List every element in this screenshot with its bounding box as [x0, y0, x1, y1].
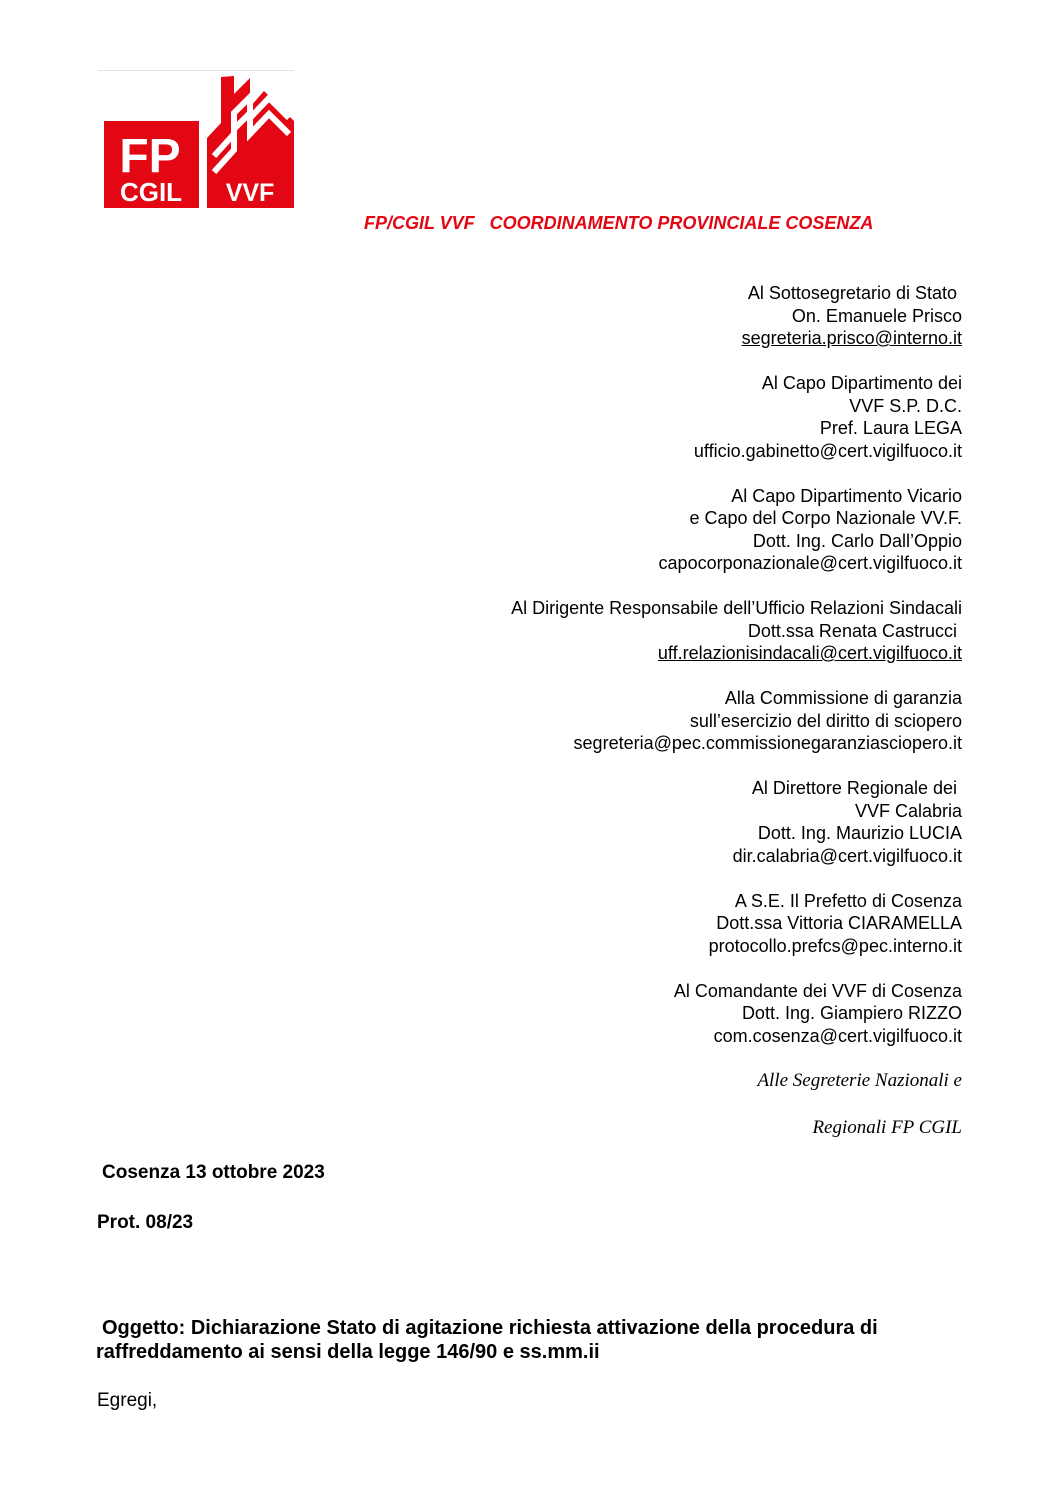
recipient-line: A S.E. Il Prefetto di Cosenza: [734, 890, 962, 911]
recipient-line: Al Sottosegretario di Stato: [747, 283, 962, 303]
recipient-line: Al Capo Dipartimento dei: [761, 373, 962, 393]
fp-cgil-vvf-logo: [104, 76, 294, 210]
subject-line: raffreddamento ai sensi della legge 146/90 e ss.mm.ii: [96, 1341, 600, 1363]
recipient-line: VVF Calabria: [854, 800, 962, 821]
logo-cgil-text: CGIL: [119, 177, 183, 207]
recipient-line: VVF S.P. D.C.: [849, 395, 962, 416]
recipient-line: Pref. Laura LEGA: [819, 418, 962, 438]
recipient-prefect: [402, 890, 962, 958]
recipient-line: e Capo del Corpo Nazionale VV.F.: [689, 508, 962, 528]
protocol-number: Prot. 08/23: [97, 1212, 194, 1233]
header-divider: [98, 70, 294, 71]
recipient-union-relations-office: [402, 597, 962, 665]
recipient-line: Al Capo Dipartimento Vicario: [731, 485, 962, 506]
recipient-email: com.cosenza@cert.vigilfuoco.it: [713, 1025, 962, 1046]
recipient-line: Al Dirigente Responsabile dell’Ufficio Relazioni Sindacali: [511, 598, 962, 618]
recipient-email-link[interactable]: segreteria.prisco@interno.it: [741, 328, 962, 348]
recipient-line: Dott. Ing. Giampiero RIZZO: [741, 1003, 962, 1023]
recipient-email: segreteria@pec.commissionegaranziasciopero.it: [573, 733, 962, 753]
logo-vvf-text: VVF: [225, 179, 275, 207]
recipient-strike-commission: [402, 687, 962, 755]
recipients-list: [402, 282, 962, 1070]
letter-subject: [96, 1316, 956, 1364]
recipient-line: Al Comandante dei VVF di Cosenza: [673, 980, 962, 1001]
cc-line: Regionali FP CGIL: [812, 1117, 962, 1138]
recipient-department-head: [402, 372, 962, 462]
organization-title: FP/CGIL VVF COORDINAMENTO PROVINCIALE COSENZA: [364, 213, 874, 233]
letter-greeting: Egregi,: [97, 1390, 158, 1411]
recipient-line: Dott.ssa Vittoria CIARAMELLA: [716, 913, 962, 933]
recipient-line: Al Direttore Regionale dei: [751, 778, 962, 798]
cc-line: Alle Segreterie Nazionali e: [757, 1070, 962, 1091]
subject-line: Oggetto: Dichiarazione Stato di agitazione richiesta attivazione della procedura di: [102, 1317, 878, 1339]
recipient-line: Dott. Ing. Maurizio LUCIA: [757, 823, 962, 843]
letter-date: Cosenza 13 ottobre 2023: [102, 1162, 325, 1183]
recipient-regional-director: [402, 777, 962, 867]
recipient-line: sull’esercizio del diritto di sciopero: [689, 710, 962, 731]
recipient-line: On. Emanuele Prisco: [791, 305, 962, 326]
recipient-email: ufficio.gabinetto@cert.vigilfuoco.it: [693, 440, 962, 461]
recipient-email: capocorponazionale@cert.vigilfuoco.it: [658, 553, 962, 573]
recipient-line: Dott.ssa Renata Castrucci: [747, 620, 962, 641]
cc-secretariats: [757, 1070, 962, 1140]
recipient-email-link[interactable]: uff.relazionisindacali@cert.vigilfuoco.it: [657, 643, 962, 663]
recipient-commander: [402, 980, 962, 1048]
recipient-line: Alla Commissione di garanzia: [724, 688, 962, 708]
recipient-undersecretary: [402, 282, 962, 350]
recipient-deputy-head: [402, 485, 962, 575]
recipient-line: Dott. Ing. Carlo Dall’Oppio: [752, 530, 962, 551]
logo-fp-text: FP: [119, 130, 181, 183]
recipient-email: protocollo.prefcs@pec.interno.it: [708, 935, 962, 956]
recipient-email: dir.calabria@cert.vigilfuoco.it: [732, 845, 962, 866]
